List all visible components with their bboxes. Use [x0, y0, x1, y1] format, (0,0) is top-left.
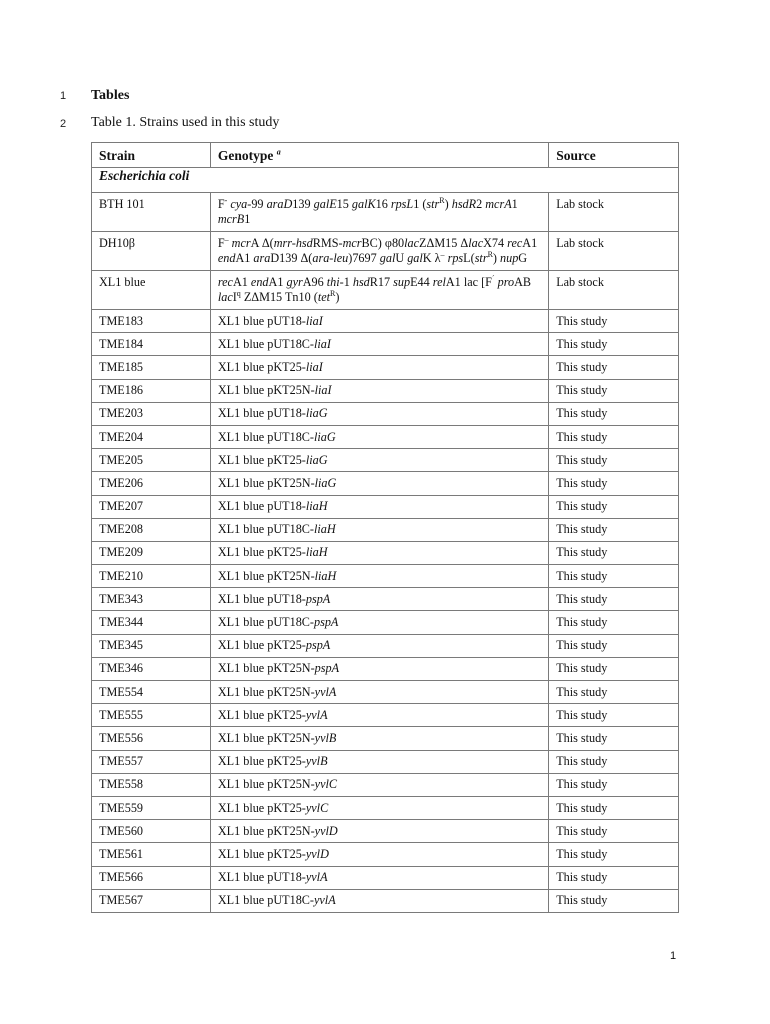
gene-name: yvlC — [314, 777, 337, 792]
gene-name: liaI — [305, 359, 323, 374]
genotype-fragment: araD — [266, 197, 293, 211]
genotype-fragment: 2 — [476, 197, 486, 211]
table-row — [92, 541, 679, 564]
genotype-fragment: hsdR — [451, 197, 477, 211]
plasmid-prefix: XL1 blue pKT25- — [217, 452, 306, 467]
genotype-fragment: F — [217, 197, 225, 211]
strain-cell: TME208 — [92, 518, 211, 541]
source-cell: This study — [549, 518, 679, 541]
genotype-cell — [210, 866, 548, 889]
source-cell: This study — [549, 472, 679, 495]
strain-cell: BTH 101 — [92, 193, 211, 232]
table-row — [92, 588, 679, 611]
plasmid-prefix: XL1 blue pUT18- — [217, 406, 306, 421]
genotype-fragment: K λ — [422, 251, 441, 265]
source-cell: This study — [549, 866, 679, 889]
gene-name: liaH — [305, 499, 328, 514]
gene-name: liaI — [305, 313, 323, 328]
gene-name: liaH — [305, 545, 328, 560]
source-cell: This study — [549, 727, 679, 750]
table-row — [92, 727, 679, 750]
source-cell: Lab stock — [549, 193, 679, 232]
strain-cell: TME566 — [92, 866, 211, 889]
genotype-fragment: hsd — [352, 275, 370, 289]
genotype-fragment: 1 — [511, 197, 518, 211]
genotype-fragment: rec — [217, 275, 233, 289]
table-row — [92, 681, 679, 704]
strain-cell: DH10β — [92, 232, 211, 271]
gene-name: pspA — [314, 661, 340, 676]
strain-cell: TME557 — [92, 750, 211, 773]
table-row — [92, 193, 679, 232]
genotype-fragment: – — [224, 234, 229, 244]
line-number: 1 — [60, 90, 67, 102]
plasmid-prefix: XL1 blue pKT25N- — [217, 661, 315, 676]
gene-name: pspA — [305, 591, 331, 606]
strain-cell: TME204 — [92, 425, 211, 448]
table-row — [92, 889, 679, 912]
table-row — [92, 449, 679, 472]
genotype-fragment: gal — [379, 251, 396, 265]
genotype-fragment: rel — [432, 275, 446, 289]
plasmid-prefix: XL1 blue pKT25- — [217, 800, 306, 815]
strain-cell: TME558 — [92, 773, 211, 796]
gene-name: liaH — [314, 568, 337, 583]
strain-cell: TME560 — [92, 820, 211, 843]
genotype-fragment: )7697 — [348, 251, 380, 265]
genotype-cell — [210, 449, 548, 472]
table-row — [92, 843, 679, 866]
plasmid-prefix: XL1 blue pKT25- — [217, 707, 306, 722]
strain-cell: TME344 — [92, 611, 211, 634]
plasmid-prefix: XL1 blue pUT18- — [217, 313, 306, 328]
table-row — [92, 565, 679, 588]
genotype-fragment: A Δ( — [250, 236, 274, 250]
table-row — [92, 333, 679, 356]
genotype-fragment: pro — [497, 275, 515, 289]
source-cell: This study — [549, 704, 679, 727]
genotype-cell — [210, 588, 548, 611]
source-cell: This study — [549, 333, 679, 356]
genotype-fragment: mcr — [231, 236, 251, 250]
gene-name: yvlD — [305, 846, 329, 861]
strain-cell: TME345 — [92, 634, 211, 657]
page-number: 1 — [670, 950, 677, 962]
genotype-fragment: L( — [463, 251, 475, 265]
gene-name: yvlA — [313, 893, 336, 908]
strain-cell: TME184 — [92, 333, 211, 356]
plasmid-prefix: XL1 blue pUT18- — [217, 591, 306, 606]
genotype-fragment: R17 — [369, 275, 394, 289]
genotype-fragment: 1 — [244, 212, 251, 226]
gene-name: liaG — [313, 429, 336, 444]
table-row — [92, 495, 679, 518]
genotype-cell — [210, 310, 548, 333]
genotype-cell — [210, 518, 548, 541]
strain-cell: TME183 — [92, 310, 211, 333]
genotype-cell — [210, 704, 548, 727]
plasmid-prefix: XL1 blue pKT25- — [217, 359, 306, 374]
genotype-fragment: 15 — [336, 197, 352, 211]
source-cell: This study — [549, 634, 679, 657]
strain-cell: TME346 — [92, 657, 211, 680]
genotype-fragment: D139 Δ( — [270, 251, 313, 265]
genotype-fragment: thi — [326, 275, 340, 289]
source-cell: Lab stock — [549, 232, 679, 271]
gene-name: yvlA — [305, 870, 328, 885]
genotype-fragment: cya — [230, 197, 248, 211]
section-label: Escherichia coli — [92, 168, 679, 193]
genotype-fragment: BC) φ80 — [361, 236, 405, 250]
genotype-cell — [210, 657, 548, 680]
genotype-fragment: F — [217, 236, 225, 250]
gene-name: yvlB — [314, 730, 337, 745]
genotype-fragment: RMS- — [312, 236, 343, 250]
genotype-fragment: tet — [317, 290, 330, 304]
table-row — [92, 232, 679, 271]
strain-cell: TME210 — [92, 565, 211, 588]
table-row — [92, 750, 679, 773]
source-cell: This study — [549, 495, 679, 518]
genotype-fragment: lac — [217, 290, 233, 304]
genotype-fragment: galK — [351, 197, 376, 211]
genotype-fragment: rps — [447, 251, 464, 265]
source-cell: This study — [549, 889, 679, 912]
strain-cell: TME559 — [92, 796, 211, 819]
source-cell: This study — [549, 657, 679, 680]
table-row — [92, 773, 679, 796]
genotype-footnote-marker: a — [276, 147, 281, 156]
genotype-fragment: A1 — [235, 251, 254, 265]
genotype-fragment: sup — [393, 275, 411, 289]
genotype-fragment: AB — [514, 275, 532, 289]
genotype-fragment: mcrA — [485, 197, 512, 211]
genotype-fragment: q — [236, 288, 241, 298]
plasmid-prefix: XL1 blue pKT25N- — [217, 730, 315, 745]
genotype-fragment: mrr-hsd — [273, 236, 313, 250]
genotype-fragment: ) — [335, 290, 340, 304]
gene-name: pspA — [313, 615, 339, 630]
strain-cell: TME556 — [92, 727, 211, 750]
genotype-cell — [210, 820, 548, 843]
genotype-fragment: - — [224, 195, 228, 205]
genotype-fragment: – — [440, 249, 445, 259]
source-cell: This study — [549, 449, 679, 472]
genotype-cell — [210, 634, 548, 657]
genotype-fragment: A1 — [522, 236, 538, 250]
plasmid-prefix: XL1 blue pKT25N- — [217, 777, 315, 792]
genotype-cell — [210, 495, 548, 518]
plasmid-prefix: XL1 blue pKT25N- — [217, 475, 315, 490]
genotype-cell — [210, 750, 548, 773]
section-heading: Tables — [91, 88, 130, 103]
genotype-fragment: -99 — [247, 197, 267, 211]
strain-cell: TME185 — [92, 356, 211, 379]
table-row — [92, 611, 679, 634]
genotype-cell — [210, 193, 548, 232]
gene-name: yvlC — [305, 800, 329, 815]
line-number: 2 — [60, 118, 67, 130]
genotype-cell — [210, 232, 548, 271]
source-cell: This study — [549, 425, 679, 448]
genotype-fragment: mcr — [342, 236, 362, 250]
genotype-fragment: A96 — [302, 275, 327, 289]
table-caption: Table 1. Strains used in this study — [91, 115, 280, 130]
genotype-fragment: 1 ( — [413, 197, 427, 211]
source-cell: This study — [549, 379, 679, 402]
table-row — [92, 657, 679, 680]
strain-cell: TME209 — [92, 541, 211, 564]
gene-name: liaG — [305, 406, 328, 421]
genotype-cell — [210, 611, 548, 634]
plasmid-prefix: XL1 blue pKT25N- — [217, 568, 315, 583]
genotype-fragment: 139 — [292, 197, 314, 211]
table-row — [92, 379, 679, 402]
plasmid-prefix: XL1 blue pUT18- — [217, 870, 306, 885]
plasmid-prefix: XL1 blue pUT18C- — [217, 336, 314, 351]
table-row — [92, 472, 679, 495]
table-row — [92, 518, 679, 541]
strain-cell: TME186 — [92, 379, 211, 402]
gene-name: liaG — [305, 452, 328, 467]
plasmid-prefix: XL1 blue pUT18C- — [217, 893, 314, 908]
source-cell: This study — [549, 843, 679, 866]
strain-cell: TME554 — [92, 681, 211, 704]
genotype-fragment: ara-leu — [312, 251, 349, 265]
source-cell: This study — [549, 310, 679, 333]
table-header-row — [92, 143, 679, 168]
table-row — [92, 271, 679, 310]
source-cell: This study — [549, 565, 679, 588]
source-cell: This study — [549, 588, 679, 611]
gene-name: liaH — [313, 522, 336, 537]
genotype-fragment: ZΔM15 Δ — [419, 236, 469, 250]
table-row — [92, 634, 679, 657]
plasmid-prefix: XL1 blue pKT25- — [217, 846, 306, 861]
genotype-cell — [210, 356, 548, 379]
gene-name: liaI — [314, 383, 332, 398]
plasmid-prefix: XL1 blue pKT25- — [217, 545, 306, 560]
plasmid-prefix: XL1 blue pKT25- — [217, 638, 306, 653]
genotype-fragment: A1 lac [F — [445, 275, 492, 289]
genotype-cell — [210, 541, 548, 564]
table-row — [92, 866, 679, 889]
genotype-header-label: Genotype — [217, 147, 274, 163]
genotype-fragment: A1 — [268, 275, 287, 289]
genotype-cell — [210, 727, 548, 750]
plasmid-prefix: XL1 blue pUT18- — [217, 499, 306, 514]
source-cell: Lab stock — [549, 271, 679, 310]
column-header-source: Source — [549, 143, 679, 168]
table-row — [92, 704, 679, 727]
plasmid-prefix: XL1 blue pKT25- — [217, 754, 306, 769]
source-cell: This study — [549, 820, 679, 843]
strains-table — [91, 142, 679, 913]
genotype-fragment: str — [426, 197, 440, 211]
section-row — [92, 168, 679, 193]
genotype-fragment: ´ — [491, 273, 495, 283]
genotype-cell — [210, 402, 548, 425]
strain-cell: TME205 — [92, 449, 211, 472]
plasmid-prefix: XL1 blue pUT18C- — [217, 615, 314, 630]
genotype-cell — [210, 889, 548, 912]
table-row — [92, 796, 679, 819]
plasmid-prefix: XL1 blue pUT18C- — [217, 429, 314, 444]
table-row — [92, 310, 679, 333]
genotype-fragment: lac — [404, 236, 420, 250]
column-header-strain: Strain — [92, 143, 211, 168]
genotype-fragment: X74 — [483, 236, 508, 250]
strain-cell: TME206 — [92, 472, 211, 495]
source-cell: This study — [549, 402, 679, 425]
genotype-fragment: A1 — [232, 275, 251, 289]
genotype-fragment: galE — [313, 197, 337, 211]
gene-name: yvlD — [314, 823, 338, 838]
strain-cell: TME555 — [92, 704, 211, 727]
genotype-cell — [210, 681, 548, 704]
genotype-fragment: -1 — [339, 275, 353, 289]
source-cell: This study — [549, 796, 679, 819]
genotype-cell — [210, 843, 548, 866]
gene-name: liaG — [314, 475, 337, 490]
source-cell: This study — [549, 356, 679, 379]
genotype-fragment: nup — [500, 251, 519, 265]
gene-name: pspA — [305, 638, 331, 653]
genotype-cell — [210, 773, 548, 796]
genotype-cell — [210, 379, 548, 402]
source-cell: This study — [549, 750, 679, 773]
table-row — [92, 356, 679, 379]
plasmid-prefix: XL1 blue pKT25N- — [217, 383, 315, 398]
gene-name: yvlA — [305, 707, 328, 722]
plasmid-prefix: XL1 blue pKT25N- — [217, 823, 315, 838]
genotype-fragment: ) — [492, 251, 501, 265]
genotype-fragment: end — [217, 251, 236, 265]
source-cell: This study — [549, 681, 679, 704]
genotype-fragment: mcrB — [217, 212, 245, 226]
genotype-fragment: U — [395, 251, 408, 265]
source-cell: This study — [549, 611, 679, 634]
genotype-fragment: 16 — [375, 197, 391, 211]
genotype-fragment: rec — [507, 236, 523, 250]
table-row — [92, 425, 679, 448]
strain-cell: XL1 blue — [92, 271, 211, 310]
genotype-cell — [210, 796, 548, 819]
strain-cell: TME207 — [92, 495, 211, 518]
gene-name: yvlB — [305, 754, 328, 769]
genotype-fragment: gyr — [286, 275, 303, 289]
strain-cell: TME561 — [92, 843, 211, 866]
gene-name: yvlA — [314, 684, 337, 699]
table-row — [92, 820, 679, 843]
genotype-fragment: I — [232, 290, 237, 304]
genotype-fragment: R — [330, 288, 336, 298]
genotype-fragment: gal — [407, 251, 423, 265]
genotype-cell — [210, 565, 548, 588]
genotype-fragment: lac — [468, 236, 484, 250]
source-cell: This study — [549, 541, 679, 564]
table-row — [92, 402, 679, 425]
genotype-cell — [210, 333, 548, 356]
genotype-fragment: E44 — [410, 275, 433, 289]
genotype-fragment: R — [439, 195, 445, 205]
strain-cell: TME203 — [92, 402, 211, 425]
genotype-fragment: str — [474, 251, 488, 265]
genotype-cell — [210, 425, 548, 448]
genotype-fragment: ) — [444, 197, 452, 211]
strain-cell: TME567 — [92, 889, 211, 912]
source-cell: This study — [549, 773, 679, 796]
genotype-fragment: rpsL — [390, 197, 414, 211]
genotype-cell — [210, 271, 548, 310]
genotype-fragment: end — [250, 275, 269, 289]
column-header-genotype — [210, 143, 548, 168]
genotype-fragment: ara — [253, 251, 271, 265]
strain-cell: TME343 — [92, 588, 211, 611]
plasmid-prefix: XL1 blue pKT25N- — [217, 684, 315, 699]
gene-name: liaI — [313, 336, 331, 351]
genotype-fragment: G — [518, 251, 528, 265]
plasmid-prefix: XL1 blue pUT18C- — [217, 522, 314, 537]
genotype-fragment: ZΔM15 Tn10 ( — [240, 290, 318, 304]
genotype-fragment: R — [487, 249, 493, 259]
genotype-cell — [210, 472, 548, 495]
